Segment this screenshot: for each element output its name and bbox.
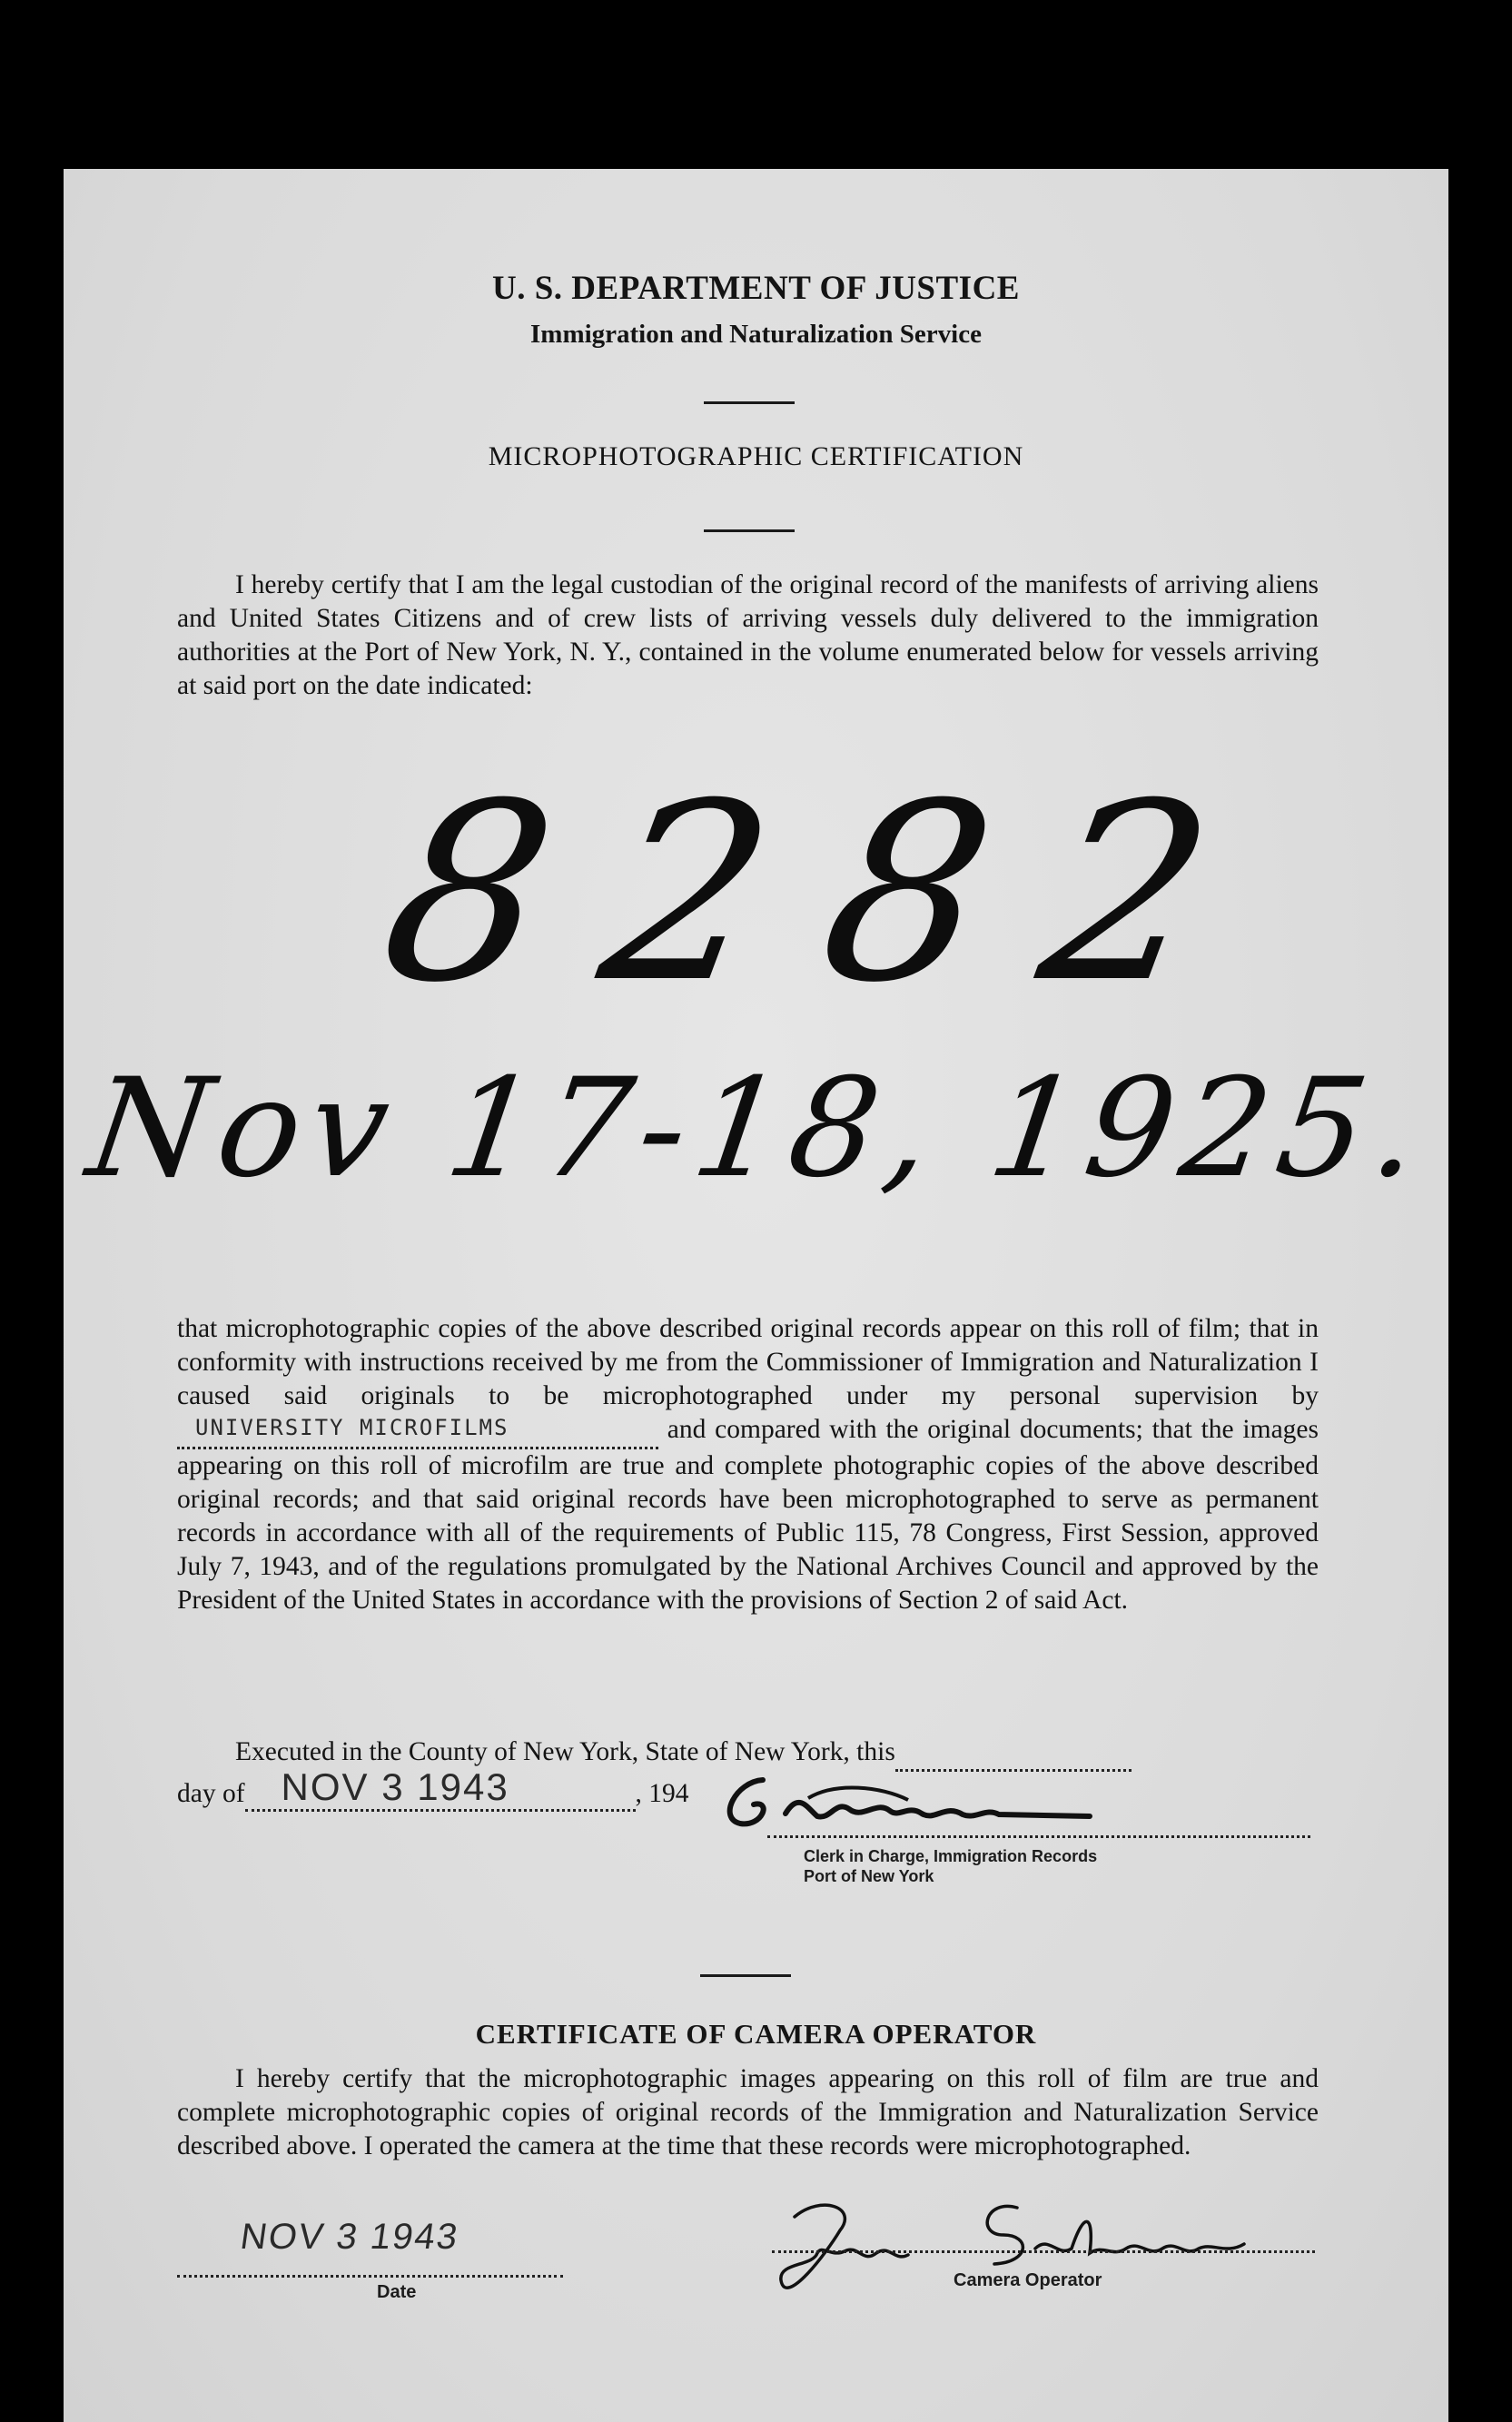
date-label: Date [377,2282,417,2302]
custodian-paragraph [177,568,1319,703]
camera-text: I hereby certify that the microphotographic images appearing on this roll of film are true and complete microphotographic copies of original records of the Immigration and Naturalization Service described above. I operated the camera at the time that these records were microphotographed. [177,2064,1319,2160]
clerk-signature-line [767,1835,1310,1838]
camera-certificate-title: CERTIFICATE OF CAMERA OPERATOR [475,2018,1037,2050]
execution-line: Executed in the County of New York, State of New York, this [235,1737,895,1766]
date-field [177,2217,563,2278]
copies-paragraph [177,1312,1319,1617]
handwritten-volume-date: Nov 17-18, 1925. [79,1050,1438,1208]
camera-paragraph [177,2062,1319,2163]
department-heading: U. S. DEPARTMENT OF JUSTICE [492,270,1020,307]
clerk-signature [699,1764,1262,1845]
camera-stamp-date: NOV 3 1943 [237,2217,462,2257]
service-subheading: Immigration and Naturalization Service [530,320,982,349]
copies-text-after: and compared with the original documents; that the images appearing on this roll of microfilm are true and complete photographic copies of the above described original records; and that said original records have been microphotographed to serve as permanent records in accordance with all of the requirements of Public 115, 78 Congress, First Session, approved July 7, 1943, and of the regulations promulgated by the National Archives Council and approved by the President of the United States in accordance with the provisions of Section 2 of said Act. [177,1415,1319,1615]
supervisor-field [177,1413,658,1449]
supervisor-stamp: UNIVERSITY MICROFILMS [195,1415,509,1440]
camera-operator-label: Camera Operator [954,2270,1102,2290]
camera-operator-signature [731,2180,1294,2317]
day-of-field [245,1765,636,1812]
divider [704,401,795,404]
year-prefix: 194 [648,1779,689,1808]
operator-signature-line [772,2250,1315,2253]
certificate-sheet [64,169,1448,2422]
execution-stamp-date: NOV 3 1943 [281,1765,509,1808]
divider [704,529,795,532]
day-of-line: day of NOV 3 1943 , 194 [177,1779,689,1812]
handwritten-volume-number: 8282 [365,750,1294,1036]
clerk-location: Port of New York [804,1867,934,1885]
day-of-label: day of [177,1779,245,1808]
divider [700,1974,791,1977]
custodian-text: I hereby certify that I am the legal custodian of the original record of the manifests of arriving aliens and United States Citizens and of crew lists of arriving vessels duly delivered to the immigration authorities at the Port of New York, N. Y., contained in the volume enumerated below for vessels arriving at said port on the date indicated: [177,570,1319,700]
copies-text-before: that microphotographic copies of the above described original records appear on this roll of film; that in conformity with instructions received by me from the Commissioner of Immigration and Naturalization I caused said originals to be microphotographed under my personal supervision by [177,1314,1319,1410]
clerk-title: Clerk in Charge, Immigration Records [804,1847,1098,1865]
certification-title: MICROPHOTOGRAPHIC CERTIFICATION [488,441,1024,471]
